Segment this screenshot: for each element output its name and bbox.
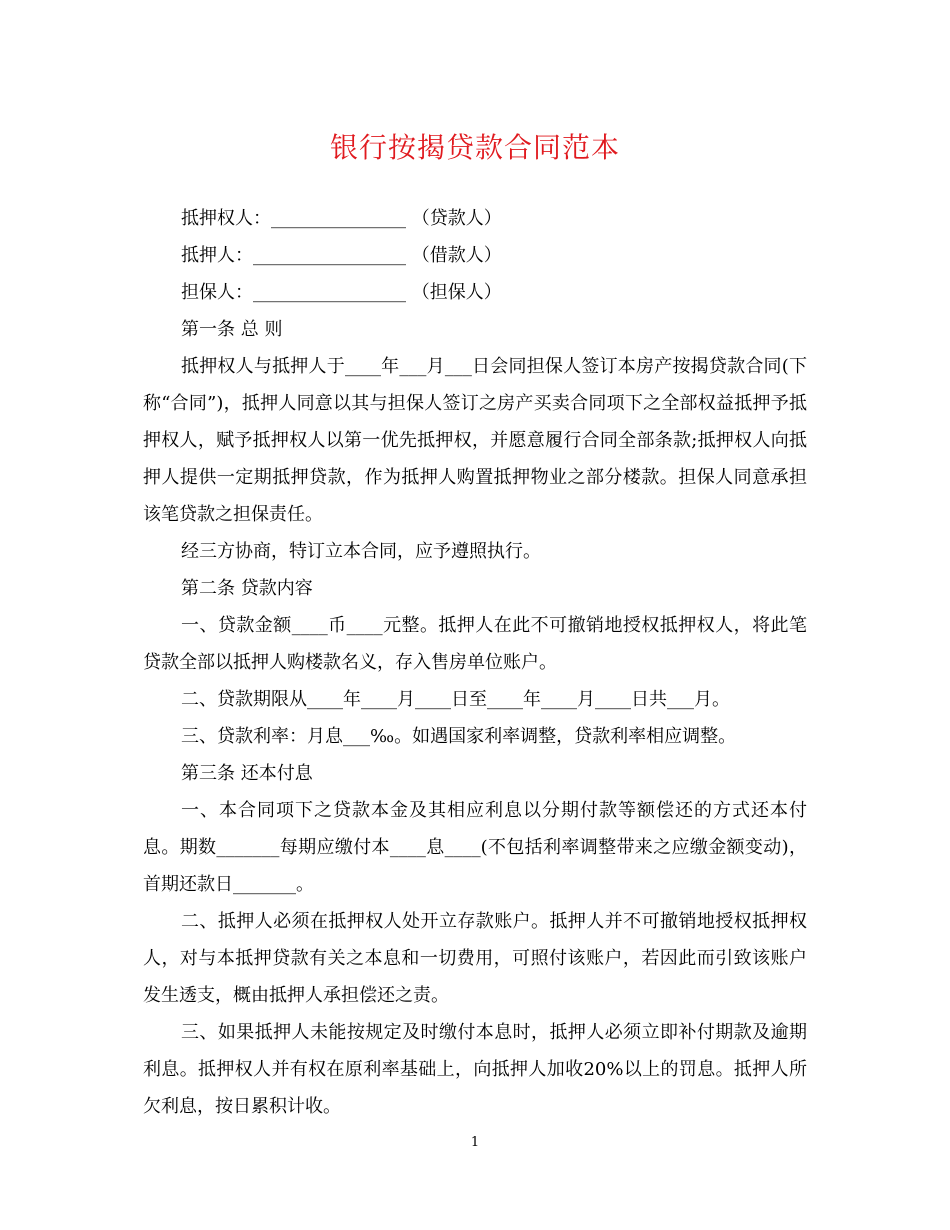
mortgagee-line: 抵押权人：_______________ （贷款人） [181,208,502,229]
agreement-paragraph: 经三方协商，特订立本合同，应予遵照执行。 [181,541,541,562]
document-body [143,200,807,1125]
loan-term-paragraph: 二、贷款期限从____年____月____日至____年____月____日共___月。 [181,689,730,710]
document-title: 银行按揭贷款合同范本 [329,131,620,164]
mortgagor-line: 抵押人：_________________ （借款人） [181,245,502,266]
article-1-heading: 第一条 总 则 [181,319,283,340]
guarantor-line: 担保人：_________________ （担保人） [181,282,502,303]
page-number: 1 [470,1135,480,1150]
article-1-paragraph: 抵押权人与抵押人于____年___月___日会同担保人签订本房产按揭贷款合同(下称“合同”)，抵押人同意以其与担保人签订之房产买卖合同项下之全部权益抵押予抵押权人，赋予抵押权人以第一优先抵押权，并愿意履行合同全部条款;抵押权人向抵押人提供一定期抵押贷款，作为抵押人购置抵押物业之部分楼款。担保人同意承担该笔贷款之担保责任。 [143,356,807,525]
loan-amount-paragraph: 一、贷款金额____币____元整。抵押人在此不可撤销地授权抵押权人，将此笔贷款全部以抵押人购楼款名义，存入售房单位账户。 [143,615,807,673]
late-payment-paragraph: 三、如果抵押人未能按规定及时缴付本息时，抵押人必须立即补付期款及逾期利息。抵押权人并有权在原利率基础上，向抵押人加收20%以上的罚息。抵押人所欠利息，按日累积计收。 [143,1022,807,1117]
deposit-account-paragraph: 二、抵押人必须在抵押权人处开立存款账户。抵押人并不可撤销地授权抵押权人，对与本抵押贷款有关之本息和一切费用，可照付该账户，若因此而引致该账户发生透支，概由抵押人承担偿还之责。 [143,911,807,1006]
repayment-paragraph: 一、本合同项下之贷款本金及其相应利息以分期付款等额偿还的方式还本付息。期数_______每期应缴付本____息____(不包括利率调整带来之应缴金额变动)，首期还款日_______。 [143,800,807,895]
article-2-heading: 第二条 贷款内容 [181,578,313,599]
interest-rate-paragraph: 三、贷款利率：月息___‰。如遇国家利率调整，贷款利率相应调整。 [181,726,737,747]
article-3-heading: 第三条 还本付息 [181,763,313,784]
